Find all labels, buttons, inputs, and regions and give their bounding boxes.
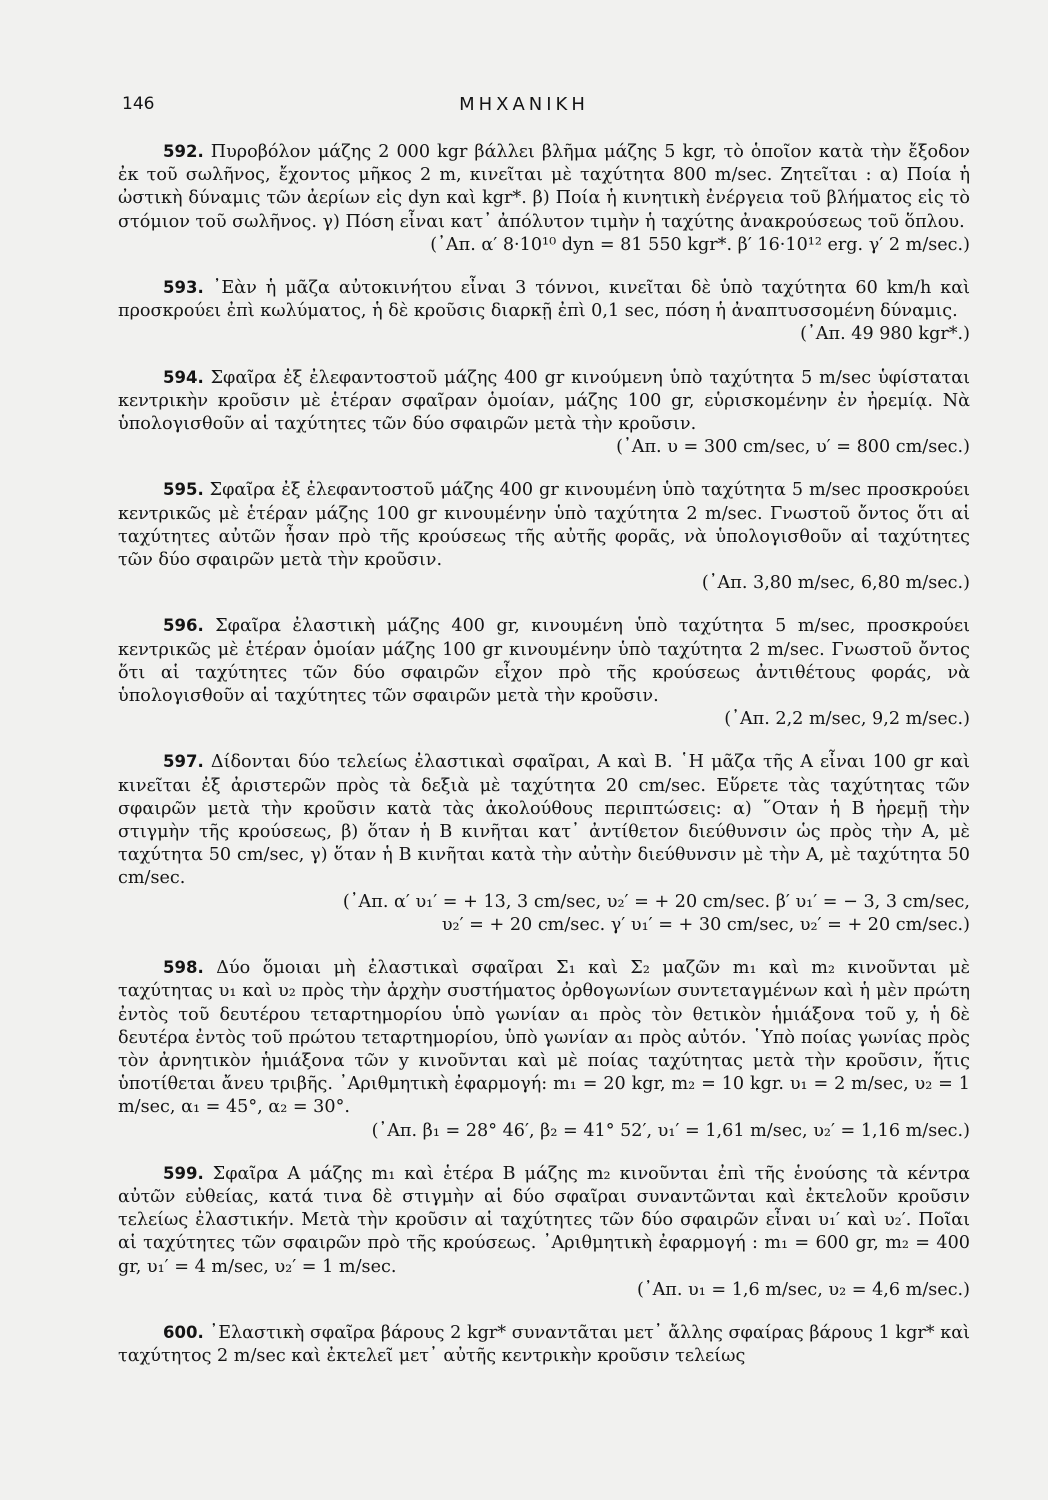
page-header [0,94,1048,126]
problem-answer: (᾿Απ. υ₁ = 1,6 m/sec, υ₂ = 4,6 m/sec.) [636,1279,970,1300]
problem-number: 595. [163,480,204,500]
problem-595 [118,478,970,595]
problem-number: 600. [163,1322,204,1342]
problem-text: Σφαῖρα Α μάζης m₁ καὶ ἑτέρα Β μάζης m₂ κινοῦνται ἐπὶ τῆς ἑνούσης τὰ κέντρα αὐτῶν εὐθείας, κατά τινα δὲ στιγμὴν αἱ δύο σφαῖραι συναντῶνται καὶ ἐκτελοῦν κροῦσιν τελείως ἐλαστικήν. Μετὰ τὴν κροῦσιν αἱ ταχύτητες τῶν δύο σφαιρῶν εἶναι υ₁′ καὶ υ₂′. Ποῖαι αἱ ταχύτητες τῶν σφαιρῶν πρὸ τῆς κρούσεως. ᾿Αριθμητικὴ ἐφαρμογή : m₁ = 600 gr, m₂ = 400 gr, υ₁′ = 4 m/sec, υ₂′ = 1 m/sec. [118,1163,971,1277]
problem-answer: (᾿Απ. α′ υ₁′ = + 13, 3 cm/sec, υ₂′ = + 20 cm/sec. β′ υ₁′ = − 3, 3 cm/sec, [342,891,970,912]
problem-594 [118,366,970,460]
problem-593 [118,276,970,347]
problem-answer: (᾿Απ. β₁ = 28° 46′, β₂ = 41° 52′, υ₁′ = 1,61 m/sec, υ₂′ = 1,16 m/sec.) [371,1120,970,1141]
problem-text: ᾿Ελαστικὴ σφαῖρα βάρους 2 kgr* συναντᾶται μετ᾿ ἄλλης σφαίρας βάρους 1 kgr* καὶ ταχύτητος 2 m/sec καὶ ἐκτελεῖ μετ᾿ αὐτῆς κεντρικὴν κροῦσιν τελείως [118,1322,970,1367]
problem-text: Σφαῖρα ἐξ ἐλεφαντοστοῦ μάζης 400 gr κινουμένη ὑπὸ ταχύτητα 5 m/sec προσκρούει κεντρικῶς μὲ ἑτέραν μάζης 100 gr κινουμένην ὑπὸ ταχύτητα 2 m/sec. Γνωστοῦ ὄντος ὅτι αἱ ταχύτητες αὐτῶν ἦσαν πρὸ τῆς κρούσεως τῆς αὐτῆς φορᾶς, νὰ ὑπολογισθοῦν αἱ ταχύτητες τῶν δύο σφαιρῶν μετὰ τὴν κροῦσιν. [118,480,970,571]
problem-592 [118,140,970,257]
problem-number: 596. [163,616,204,636]
problem-number: 597. [163,752,204,772]
problem-number: 598. [163,958,204,978]
problem-number: 593. [163,278,204,298]
problems-list [118,140,970,1387]
page-number: 146 [122,94,155,114]
problem-text: ᾿Εὰν ἡ μᾶζα αὐτοκινήτου εἶναι 3 τόννοι, κινεῖται δὲ ὑπὸ ταχύτητα 60 km/h καὶ προσκρούει ἐπὶ κωλύματος, ἡ δὲ κροῦσις διαρκῇ ἐπὶ 0,1 sec, πόση ἡ ἀναπτυσσομένη δύναμις. [118,278,970,322]
problem-text: Δύο ὅμοιαι μὴ ἐλαστικαὶ σφαῖραι Σ₁ καὶ Σ₂ μαζῶν m₁ καὶ m₂ κινοῦνται μὲ ταχύτητας υ₁ καὶ υ₂ πρὸς τὴν ἀρχὴν συστήματος ὀρθογωνίων συντεταγμένων καὶ ἡ μὲν πρώτη ἐντὸς τοῦ δευτέρου τεταρτημορίου ὑπὸ γωνίαν α₁ πρὸς τὸν θετικὸν ἡμιάξονα τοῦ y, ἡ δὲ δευτέρα ἐντὸς τοῦ πρώτου τεταρτημορίου, ὑπὸ γωνίαν α₁ πρὸς αὐτόν. ῾Υπὸ ποίας γωνίας πρὸς τὸν ἀρνητικὸν ἡμιάξονα τῶν y κινοῦνται καὶ μὲ ποίας ταχύτητας μετὰ τὴν κροῦσιν, ἥτις ὑποτίθεται ἄνευ τριβῆς. ᾿Αριθμητικὴ ἐφαρμογή: m₁ = 20 kgr, m₂ = 10 kgr. υ₁ = 2 m/sec, υ₂ = 1 m/sec, α₁ = 45°, α₂ = 30°. [118,958,971,1118]
problem-answer: (᾿Απ. υ = 300 cm/sec, υ′ = 800 cm/sec.) [616,437,970,458]
problem-answer: (᾿Απ. α′ 8·10¹⁰ dyn = 81 550 kgr*. β′ 16·10¹² erg. γ′ 2 m/sec.) [430,234,970,255]
problem-answer: (᾿Απ. 2,2 m/sec, 9,2 m/sec.) [724,709,970,730]
problem-597 [118,750,970,937]
problem-number: 592. [163,142,204,161]
problem-answer: (᾿Απ. 3,80 m/sec, 6,80 m/sec.) [701,573,970,594]
problem-600 [118,1321,970,1368]
problem-text: Πυροβόλον μάζης 2 000 kgr βάλλει βλῆμα μάζης 5 kgr, τὸ ὁποῖον κατὰ τὴν ἔξοδον ἐκ τοῦ σωλῆνος, ἔχοντος μῆκος 2 m, κινεῖται μὲ ταχύτητα 800 m/sec. Ζητεῖται : α) Ποία ἡ ὠστικὴ δύναμις τῶν ἀερίων εἰς dyn καὶ kgr*. β) Ποία ἡ κινητικὴ ἐνέργεια τοῦ βλήματος εἰς τὸ στόμιον τοῦ σωλῆνος. γ) Πόση εἶναι κατ᾿ ἀπόλυτον τιμὴν ἡ ταχύτης ἀνακρούσεως τοῦ ὅπλου. [118,142,970,232]
problem-text: Σφαῖρα ἐξ ἐλεφαντοστοῦ μάζης 400 gr κινούμενη ὑπὸ ταχύτητα 5 m/sec ὑφίσταται κεντρικὴν κροῦσιν μὲ ἑτέραν σφαῖραν ὁμοίαν, μάζης 100 gr, εὑρισκομένην ἐν ἠρεμίᾳ. Νὰ ὑπολογισθοῦν αἱ ταχύτητες τῶν δύο σφαιρῶν μετὰ τὴν κροῦσιν. [118,367,971,435]
problem-answer: (᾿Απ. 49 980 kgr*.) [800,324,970,345]
problem-596 [118,614,970,731]
problem-number: 594. [163,367,204,387]
running-title: ΜΗΧΑΝΙΚΗ [459,94,589,115]
problem-answer-continued: υ₂′ = + 20 cm/sec. γ′ υ₁′ = + 30 cm/sec, υ₂′ = + 20 cm/sec.) [441,914,970,935]
problem-599 [118,1162,970,1302]
problem-text: Σφαῖρα ἐλαστικὴ μάζης 400 gr, κινουμένη ὑπὸ ταχύτητα 5 m/sec, προσκρούει κεντρικῶς μὲ ἑτέραν ὁμοίαν μάζης 100 gr κινουμένην ὑπὸ ταχύτητα 2 m/sec. Γνωστοῦ ὄντος ὅτι αἱ ταχύτητες τῶν δύο σφαιρῶν εἶχον πρὸ τῆς κρούσεως ἀντιθέτους φοράς, νὰ ὑπολογισθοῦν αἱ ταχύτητες τῶν σφαιρῶν μετὰ τὴν κροῦσιν. [118,616,970,707]
problem-text: Δίδονται δύο τελείως ἐλαστικαὶ σφαῖραι, Α καὶ Β. ῾Η μᾶζα τῆς Α εἶναι 100 gr καὶ κινεῖται ἐξ ἀριστερῶν πρὸς τὰ δεξιὰ μὲ ταχύτητα 20 cm/sec. Εὕρετε τὰς ταχύτητας τῶν σφαιρῶν μετὰ τὴν κροῦσιν κατὰ τὰς ἀκολούθους περιπτώσεις: α) ῞Οταν ἡ Β ἠρεμῇ τὴν στιγμὴν τῆς κρούσεως, β) ὅταν ἡ Β κινῆται κατ᾿ ἀντίθετον διεύθυνσιν ὡς πρὸς τὴν Α, μὲ ταχύτητα 50 cm/sec, γ) ὅταν ἡ Β κινῆται κατὰ τὴν αὐτὴν διεύθυνσιν μὲ τὴν Α, μὲ ταχύτητα 50 cm/sec. [118,752,970,889]
problem-number: 599. [163,1163,204,1183]
problem-598 [118,956,970,1143]
